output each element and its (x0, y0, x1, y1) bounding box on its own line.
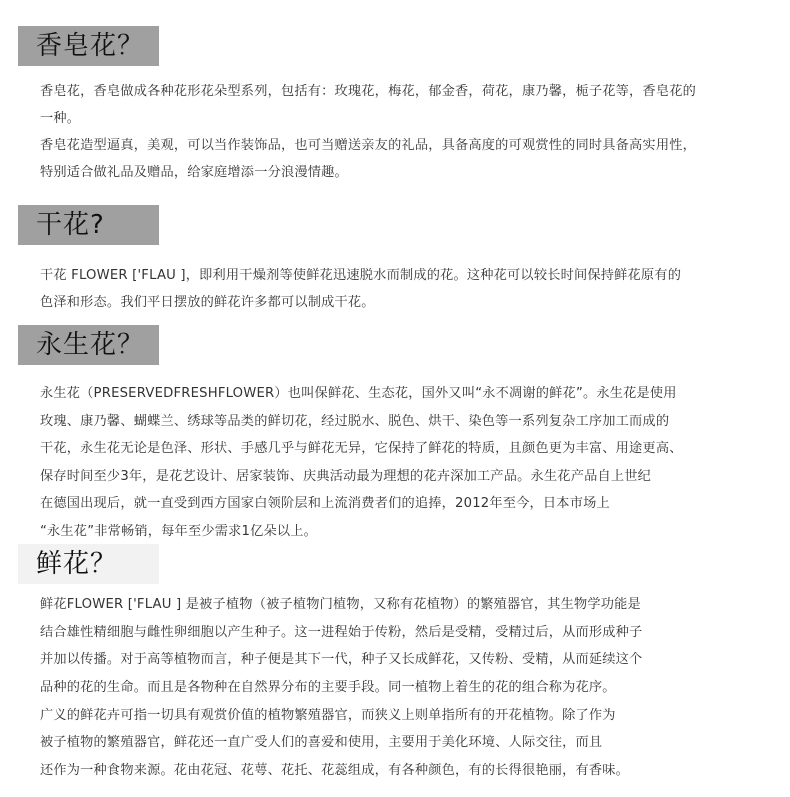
text-line: 干花 FLOWER ['FLAU ]，即利用干燥剂等使鲜花迅速脱水而制成的花。这种花可以较长时间保持鲜花原有的 (40, 268, 682, 283)
text-line: 并加以传播。对于高等植物而言，种子便是其下一代，种子又长成鲜花，又传粉、受精，从而延续这个 (40, 652, 643, 668)
text-line: 永生花（PRESERVEDFRESHFLOWER）也叫保鲜花、生态花，国外又叫“永不凋谢的鲜花”。永生花是使用 (40, 386, 677, 401)
text-line: 在德国出现后，就一直受到西方国家白领阶层和上流消费者们的追捧，2012年至今，日本市场上 (40, 496, 610, 511)
text-line: 一种。 (40, 111, 81, 126)
section-heading-dried-flower: 干花? (18, 205, 159, 245)
text-line: 鲜花FLOWER ['FLAU ] 是被子植物（被子植物门植物，又称有花植物）的繁殖器官，其生物学功能是 (40, 597, 641, 612)
text-line: 干花，永生花无论是色泽、形状、手感几乎与鲜花无异，它保持了鲜花的特质，且颜色更为丰富、用途更高、 (40, 441, 683, 456)
text-line: 玫瑰、康乃馨、蝴蝶兰、绣球等品类的鲜切花，经过脱水、脱色、烘干、染色等一系列复杂工序加工而成的 (40, 413, 670, 429)
text-line: 被子植物的繁殖器官，鲜花还一直广受人们的喜爱和使用，主要用于美化环境、人际交往，而且 (40, 735, 603, 751)
text-line: 还作为一种食物来源。花由花冠、花萼、花托、花蕊组成，有各种颜色，有的长得很艳丽，有香味。 (40, 763, 630, 779)
section-heading-preserved-flower: 永生花？ (18, 325, 159, 365)
text-line: 保存时间至少3年，是花艺设计、居家装饰、庆典活动最为理想的花卉深加工产品。永生花产品自上世纪 (40, 468, 652, 484)
text-line: “永生花”非常畅销，每年至少需求1亿朵以上。 (40, 523, 318, 539)
text-line: 品种的花的生命。而且是各物种在自然界分布的主要手段。同一植物上着生的花的组合称为花序。 (40, 680, 616, 696)
section-heading-soap-flower: 香皂花？ (18, 26, 159, 66)
section-body-dried-flower (40, 262, 780, 316)
section-body-preserved-flower (40, 380, 780, 545)
text-line: 广义的鲜花卉可指一切具有观赏价值的植物繁殖器官，而狭义上则单指所有的开花植物。除了作为 (40, 707, 616, 723)
text-line: 香皂花造型逼真，美观，可以当作装饰品，也可当赠送亲友的礼品，具备高度的可观赏性的同时具备高实用性， (40, 138, 696, 153)
section-heading-fresh-flower: 鲜花？ (18, 544, 159, 584)
text-line: 香皂花，香皂做成各种花形花朵型系列，包括有：玫瑰花，梅花，郁金香，荷花，康乃馨，栀子花等，香皂花的 (40, 84, 696, 99)
section-body-fresh-flower (40, 591, 780, 785)
text-line: 色泽和形态。我们平日摆放的鲜花许多都可以制成干花。 (40, 295, 375, 310)
section-body-soap-flower (40, 78, 780, 186)
text-line: 特别适合做礼品及赠品，给家庭增添一分浪漫情趣。 (40, 165, 348, 180)
text-line: 结合雄性精细胞与雌性卵细胞以产生种子。这一进程始于传粉，然后是受精，受精过后，从而形成种子 (40, 624, 643, 640)
